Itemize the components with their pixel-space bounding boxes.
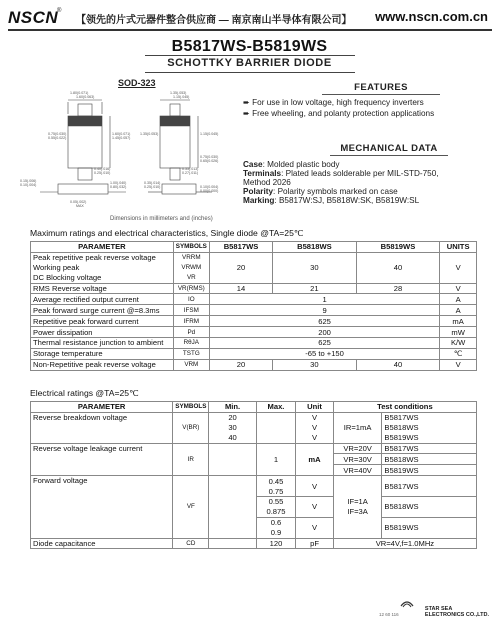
table-cell: V: [440, 283, 477, 294]
table-cell: V: [440, 359, 477, 370]
table-cell: SYMBOLS: [173, 402, 209, 413]
table-cell: Forward voltage: [31, 476, 173, 538]
mechanical-line: Marking: B5817W:SJ, B5818W:SK, B5819W:SL: [243, 196, 420, 205]
dim-label: 1.80(0.071): [70, 91, 89, 95]
table-cell: IR=1mA: [333, 412, 382, 443]
title-rule: [145, 55, 355, 56]
dim-label: MAX: [76, 204, 84, 208]
brand-logo: NSCN: [8, 8, 59, 27]
table-cell: SYMBOLS: [173, 242, 209, 253]
table-cell: Power dissipation: [31, 327, 174, 338]
table-cell: Non-Repetitive peak reverse voltage: [31, 359, 174, 370]
table-row: [31, 327, 477, 338]
table-row: [31, 252, 477, 262]
table-cell: VR=4V,f=1.0MHz: [333, 538, 476, 549]
table-cell: 14: [209, 283, 272, 294]
dim-label: 1.35(0.053): [140, 132, 159, 136]
table-cell: B5819WS: [382, 433, 477, 443]
table-cell: 20: [209, 252, 272, 283]
company-name: 【领先的片式元器件整合供应商 — 南京南山半导体有限公司】: [76, 15, 352, 26]
table-cell: Average rectified output current: [31, 294, 174, 305]
table-cell: 1: [209, 294, 439, 305]
table-row: [31, 283, 477, 294]
dim-label: 1.00(.040): [110, 181, 127, 185]
star-sea-logo-icon: [400, 596, 414, 608]
table-cell: A: [440, 305, 477, 316]
dimension-note: Dimensions in millimeters and (inches): [110, 216, 213, 222]
arrow-bullet-icon: ➨: [243, 109, 253, 118]
table-row: [31, 412, 477, 422]
table-cell: VRWM: [173, 263, 209, 273]
table-cell: B5818WS: [382, 423, 477, 433]
table-cell: 40: [356, 252, 440, 283]
dim-label: 0.75(0.030): [48, 132, 67, 136]
footer-brand: STAR SEA ELECTRONICS CO.,LTD.: [424, 606, 489, 618]
table-cell: 21: [273, 283, 357, 294]
table-cell: VR=40V: [333, 465, 382, 476]
document-title: B5817WS-B5819WS: [171, 38, 328, 55]
table-row: [31, 359, 477, 370]
table-cell: CD: [173, 538, 209, 549]
features-heading: FEATURES: [322, 82, 440, 95]
table-cell: Repetitive peak forward current: [31, 316, 174, 327]
mechanical-line: Terminals: Plated leads solderable per MIL-STD-750,: [243, 169, 439, 178]
table-cell: mA: [296, 443, 334, 476]
mechanical-line: Polarity: Polarity symbols marked on case: [243, 187, 398, 196]
table-cell: VRM: [173, 359, 209, 370]
table-cell: [256, 412, 296, 443]
table-cell: 40: [209, 433, 256, 443]
dim-label: 1.15(0.045): [200, 132, 219, 136]
table-cell: Peak repetitive peak reverse voltage: [31, 252, 174, 262]
table-row: [31, 338, 477, 349]
table-row: [31, 305, 477, 316]
table-cell: B5818WS: [273, 242, 357, 253]
table-cell: V: [296, 497, 334, 518]
table-cell: VR=30V: [333, 454, 382, 465]
table-header-row: [31, 242, 477, 253]
table-cell: IFSM: [173, 305, 209, 316]
table-header-row: [31, 402, 477, 413]
table-cell: VR=20V: [333, 443, 382, 454]
mechanical-line: Case: Molded plastic body: [243, 160, 340, 169]
table-cell: V: [296, 433, 334, 443]
max-ratings-table: [30, 241, 477, 371]
table-cell: Unit: [296, 402, 334, 413]
dim-label: 0.80(.032): [110, 185, 127, 189]
table-cell: 30: [273, 252, 357, 283]
package-name: SOD-323: [118, 78, 156, 88]
table-cell: 120: [256, 538, 296, 549]
table-cell: ℃: [440, 348, 477, 359]
table-cell: V: [296, 517, 334, 538]
dim-label: 0.40(.016): [94, 167, 111, 171]
dim-label: 0.35(.014): [144, 181, 161, 185]
table-cell: [209, 443, 256, 476]
table-cell: UNITS: [440, 242, 477, 253]
table-cell: 30: [209, 423, 256, 433]
table-cell: Thermal resistance junction to ambient: [31, 338, 174, 349]
table-cell: IFRM: [173, 316, 209, 327]
dim-label: 1.35(.053): [170, 91, 187, 95]
table-cell: mW: [440, 327, 477, 338]
table-cell: 0.75: [256, 486, 296, 496]
table-cell: Min.: [209, 402, 256, 413]
dim-label: 0.55(0.022): [48, 136, 67, 140]
table-cell: B5818WS: [382, 497, 477, 518]
table-cell: 625: [209, 338, 439, 349]
table-row: [31, 316, 477, 327]
feature-item: ➨ For use in low voltage, high frequency inverters: [243, 98, 424, 107]
table-cell: Storage temperature: [31, 348, 174, 359]
table-cell: VR: [173, 273, 209, 283]
table-cell: B5818WS: [382, 454, 477, 465]
table-cell: 0.9: [256, 528, 296, 538]
table-cell: V: [296, 412, 334, 422]
table-cell: VF: [173, 476, 209, 538]
table-cell: -65 to +150: [209, 348, 439, 359]
subtitle-rule: [145, 72, 355, 73]
table-row: [31, 348, 477, 359]
dim-label: 0.05(.002): [70, 200, 87, 204]
table-cell: VRRM: [173, 252, 209, 262]
table-row: [31, 538, 477, 549]
table-cell: 40: [356, 359, 440, 370]
table-cell: 9: [209, 305, 439, 316]
table-cell: Diode capacitance: [31, 538, 173, 549]
table-cell: B5819WS: [382, 465, 477, 476]
table-cell: [209, 538, 256, 549]
table-cell: Test conditions: [333, 402, 476, 413]
dim-label: 0.15(.006): [20, 179, 37, 183]
header-rule: [8, 29, 492, 31]
table-cell: Reverse breakdown voltage: [31, 412, 173, 443]
table-cell: B5817WS: [382, 412, 477, 422]
dim-label: 0.65(0.026): [200, 159, 219, 163]
table-cell: IO: [173, 294, 209, 305]
table-cell: B5817WS: [382, 443, 477, 454]
dim-label: 0.27(.011): [182, 171, 199, 175]
table-cell: mA: [440, 316, 477, 327]
table-cell: V: [296, 476, 334, 497]
dim-label: 1.45(0.057): [112, 136, 131, 140]
table-cell: Max.: [256, 402, 296, 413]
table-cell: PARAMETER: [31, 402, 173, 413]
table-cell: RθJA: [173, 338, 209, 349]
package-outline-drawing: [20, 88, 240, 216]
dim-label: 1.60(0.071): [112, 132, 131, 136]
dim-label: 0.10(.004): [20, 183, 37, 187]
table-cell: 200: [209, 327, 439, 338]
table-cell: V(BR): [173, 412, 209, 443]
table-cell: B5819WS: [382, 517, 477, 538]
feature-item: ➨ Free wheeling, and polanty protection applications: [243, 109, 435, 118]
mechanical-line: Method 2026: [243, 178, 291, 187]
table-cell: 0.55: [256, 497, 296, 507]
table-cell: DC Blocking voltage: [31, 273, 174, 283]
table-cell: 625: [209, 316, 439, 327]
dim-label: 0.25(.010): [94, 171, 111, 175]
page-code: 12 60 116: [379, 612, 399, 617]
dim-label: 0.75(0.030): [200, 155, 219, 159]
document-subtitle: SCHOTTKY BARRIER DIODE: [167, 57, 332, 69]
table-cell: V: [296, 423, 334, 433]
table-cell: 20: [209, 412, 256, 422]
table-cell: Working peak: [31, 263, 174, 273]
table-cell: 30: [273, 359, 357, 370]
dim-label: 0.00(0.000): [200, 189, 219, 193]
table-cell: IR: [173, 443, 209, 476]
table-cell: V: [440, 252, 477, 283]
table-row: [31, 443, 477, 454]
table-cell: 1: [256, 443, 296, 476]
mechanical-heading: MECHANICAL DATA: [330, 143, 448, 156]
table-cell: 0.45: [256, 476, 296, 486]
max-ratings-caption: Maximum ratings and electrical characteristics, Single diode @TA=25℃: [30, 228, 304, 238]
electrical-caption: Electrical ratings @TA=25℃: [30, 388, 139, 398]
table-cell: 0.875: [256, 507, 296, 517]
forward-conditions: IF=1A IF=3A: [333, 476, 382, 538]
table-cell: B5817WS: [209, 242, 272, 253]
table-cell: Reverse voltage leakage current: [31, 443, 173, 476]
page-header: [8, 8, 492, 28]
table-cell: B5819WS: [356, 242, 440, 253]
table-cell: K/W: [440, 338, 477, 349]
arrow-bullet-icon: ➨: [243, 98, 253, 107]
table-cell: RMS Reverse voltage: [31, 283, 174, 294]
dim-label: 0.25(.010): [144, 185, 161, 189]
table-cell: 20: [209, 359, 272, 370]
registered-mark: ®: [57, 8, 62, 14]
table-cell: pF: [296, 538, 334, 549]
table-cell: VR(RMS): [173, 283, 209, 294]
table-row: [31, 294, 477, 305]
table-cell: 0.6: [256, 517, 296, 527]
table-cell: B5817WS: [382, 476, 477, 497]
table-cell: PARAMETER: [31, 242, 174, 253]
table-cell: TSTG: [173, 348, 209, 359]
table-cell: [209, 476, 256, 538]
table-cell: 28: [356, 283, 440, 294]
table-cell: Pd: [173, 327, 209, 338]
table-row: [31, 476, 477, 486]
dim-label: 1.15(.045): [173, 95, 190, 99]
website-link[interactable]: www.nscn.com.cn: [375, 9, 488, 24]
dim-label: 0.10(0.004): [200, 185, 219, 189]
dim-label: 0.33(.013): [182, 167, 199, 171]
table-cell: Peak forward surge current @=8.3ms: [31, 305, 174, 316]
table-cell: A: [440, 294, 477, 305]
electrical-table: [30, 401, 477, 549]
dim-label: 1.60(0.063): [76, 95, 95, 99]
